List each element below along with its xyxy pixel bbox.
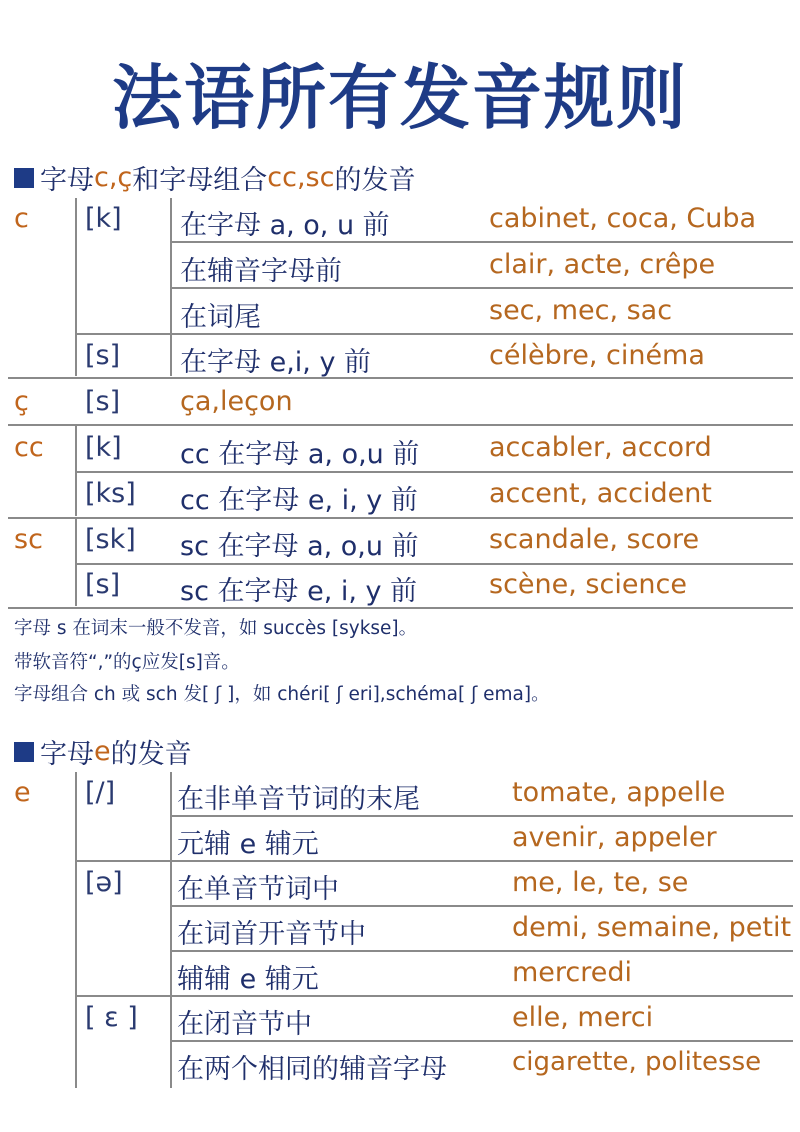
example-cell: cigarette, politesse xyxy=(512,1047,762,1077)
ipa-cell: [ks] xyxy=(85,478,136,509)
example-cell: demi, semaine, petit xyxy=(512,912,792,943)
example-cell: elle, merci xyxy=(512,1002,654,1033)
letter-cell: ç xyxy=(14,386,29,417)
ipa-cell: [s] xyxy=(85,340,121,371)
example-cell: ça,leçon xyxy=(180,386,293,417)
example-cell: accabler, accord xyxy=(489,432,712,463)
ipa-cell: [s] xyxy=(85,386,121,417)
rule-cell: sc 在字母 e, i, y 前 xyxy=(180,576,418,607)
table-rule xyxy=(8,377,793,379)
rule-cell: sc 在字母 a, o,u 前 xyxy=(180,531,419,562)
section1-heading-prefix: 字母 xyxy=(40,165,94,196)
example-cell: célèbre, cinéma xyxy=(489,340,705,371)
table-rule xyxy=(8,517,793,519)
letter-cell: e xyxy=(14,777,31,808)
table-divider xyxy=(170,334,172,376)
rule-cell: 在闭音节中 xyxy=(177,1009,312,1040)
rule-cell: 在单音节词中 xyxy=(177,874,339,905)
ipa-cell: [s] xyxy=(85,569,121,600)
example-cell: scandale, score xyxy=(489,524,700,555)
ipa-cell: [k] xyxy=(85,203,122,234)
table-rule xyxy=(8,424,793,426)
table-divider xyxy=(170,198,172,334)
rule-cell: 在辅音字母前 xyxy=(180,256,342,287)
section1-heading-groups: cc,sc xyxy=(267,162,335,193)
ipa-cell: [/] xyxy=(85,777,116,808)
table-divider xyxy=(75,772,77,1088)
square-bullet-icon xyxy=(14,742,34,762)
table-rule xyxy=(75,471,793,473)
example-cell: me, le, te, se xyxy=(512,867,689,898)
example-cell: avenir, appeler xyxy=(512,822,717,853)
note-line: 字母组合 ch 或 sch 发[ ʃ ]，如 chéri[ ʃ eri],schéma[ ʃ ema]。 xyxy=(14,684,550,705)
ipa-cell: [ə] xyxy=(85,867,123,898)
rule-cell: 在字母 a, o, u 前 xyxy=(180,210,390,241)
example-cell: accent, accident xyxy=(489,478,712,509)
letter-cell: cc xyxy=(14,432,44,463)
section1-heading-suffix: 的发音 xyxy=(334,165,416,196)
example-cell: scène, science xyxy=(489,569,688,600)
example-cell: clair, acte, crêpe xyxy=(489,249,716,280)
example-cell: mercredi xyxy=(512,957,633,988)
rule-cell: 在词尾 xyxy=(180,302,261,333)
note-line: 字母 s 在词末一般不发音，如 succès [sykse]。 xyxy=(14,618,418,639)
rule-cell: cc 在字母 e, i, y 前 xyxy=(180,485,418,516)
example-cell: cabinet, coca, Cuba xyxy=(489,203,757,234)
letter-cell: c xyxy=(14,203,29,234)
table-rule xyxy=(75,563,793,565)
rule-cell: 在非单音节词的末尾 xyxy=(177,784,420,815)
letter-cell: sc xyxy=(14,524,43,555)
rule-cell: 辅辅 e 辅元 xyxy=(177,964,319,995)
rule-cell: 元辅 e 辅元 xyxy=(177,829,319,860)
ipa-cell: [k] xyxy=(85,432,122,463)
section1-heading-letters: c,ç xyxy=(94,162,133,193)
note-line: 带软音符“,”的ç应发[s]音。 xyxy=(14,652,240,673)
page-title: 法语所有发音规则 xyxy=(112,57,688,139)
section2-heading-prefix: 字母 xyxy=(40,739,94,770)
table-divider xyxy=(75,198,77,376)
ipa-cell: [ ε ] xyxy=(85,1002,138,1033)
square-bullet-icon xyxy=(14,168,34,188)
rule-cell: 在词首开音节中 xyxy=(177,919,366,950)
example-cell: tomate, appelle xyxy=(512,777,726,808)
section2-heading xyxy=(14,732,192,771)
rule-cell: 在字母 e,i, y 前 xyxy=(180,347,372,378)
section2-heading-letter: e xyxy=(94,736,111,767)
section2-heading-suffix: 的发音 xyxy=(110,739,192,770)
section1-heading xyxy=(14,158,415,197)
table-divider xyxy=(75,518,77,606)
ipa-cell: [sk] xyxy=(85,524,136,555)
rule-cell: 在两个相同的辅音字母 xyxy=(177,1054,447,1085)
example-cell: sec, mec, sac xyxy=(489,295,673,326)
rule-cell: cc 在字母 a, o,u 前 xyxy=(180,439,420,470)
section1-heading-mid: 和字母组合 xyxy=(132,165,268,196)
